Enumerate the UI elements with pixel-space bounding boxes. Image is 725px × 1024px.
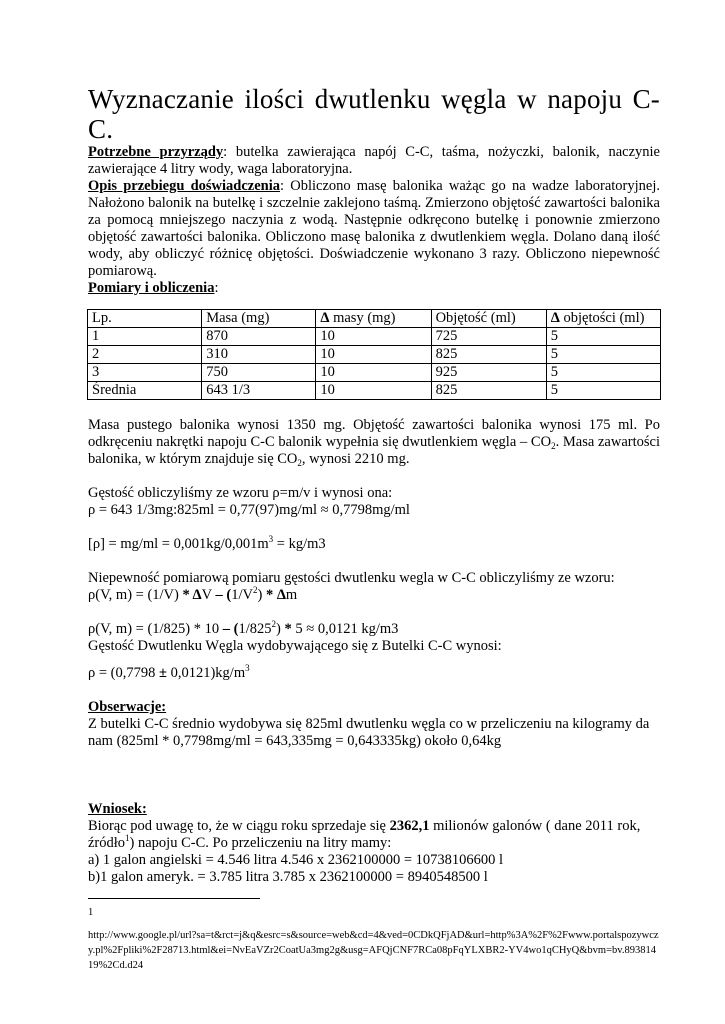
measurements-colon: : bbox=[214, 280, 219, 296]
conversion-line-b: b)1 galon ameryk. = 3.785 litra 3.785 x 2362100000 = 8940548500 l bbox=[88, 869, 488, 885]
observations-label: Obserwacje: bbox=[88, 699, 167, 715]
document-page bbox=[88, 84, 660, 973]
spacer bbox=[88, 682, 660, 699]
formula-operator: * bbox=[284, 621, 292, 637]
table-row bbox=[88, 328, 661, 346]
table-cell: 825 bbox=[431, 346, 546, 364]
table-cell: 750 bbox=[202, 364, 316, 382]
table-cell: 5 bbox=[546, 364, 660, 382]
conclusion-number: 2362,1 bbox=[389, 818, 430, 834]
delta-symbol: Δ bbox=[550, 310, 560, 326]
measurements-table bbox=[87, 309, 661, 400]
superscript: 3 bbox=[245, 663, 250, 673]
uncertainty-calculation bbox=[88, 621, 660, 638]
table-row bbox=[88, 364, 661, 382]
results-paragraph bbox=[88, 417, 660, 468]
table-cell: 825 bbox=[431, 382, 546, 400]
formula-operator: * Δ bbox=[182, 587, 202, 603]
table-cell: 1 bbox=[88, 328, 202, 346]
table-header-cell bbox=[546, 310, 660, 328]
procedure-paragraph bbox=[88, 178, 660, 280]
tools-text: : butelka zawierająca napój C-C, taśma, nożyczki, balonik, naczynie zawierające 4 litry wody, waga laboratoryjna. bbox=[88, 144, 660, 177]
superscript: 3 bbox=[268, 534, 274, 544]
table-cell: 10 bbox=[316, 364, 431, 382]
results-text: , wynosi 2210 mg. bbox=[301, 451, 410, 467]
formula-operator: – ( bbox=[222, 621, 239, 637]
result-text: 0,0121)kg/m bbox=[166, 665, 246, 681]
spacer bbox=[88, 767, 660, 784]
final-result bbox=[88, 665, 660, 682]
table-cell: 2 bbox=[88, 346, 202, 364]
spacer bbox=[88, 519, 660, 536]
unit-line bbox=[88, 536, 660, 553]
conversion-line-a: a) 1 galon angielski = 4.546 litra 4.546 x 2362100000 = 10738106600 l bbox=[88, 852, 504, 868]
spacer bbox=[88, 604, 660, 621]
spacer bbox=[88, 553, 660, 570]
table-cell: 10 bbox=[316, 346, 431, 364]
formula-text: 1/825 bbox=[238, 621, 272, 637]
subscript: 2 bbox=[297, 458, 302, 468]
conclusion-part: Biorąc pod uwagę to, że w ciągu roku sprzedaje się bbox=[88, 818, 390, 834]
spacer bbox=[88, 750, 660, 767]
table-header-row bbox=[88, 310, 661, 328]
table-cell: 5 bbox=[546, 382, 660, 400]
document-title: Wyznaczanie ilości dwutlenku węgla w napoju C-C. bbox=[88, 84, 660, 144]
formula-text: ) bbox=[276, 621, 285, 637]
table-header-cell: Masa (mg) bbox=[202, 310, 316, 328]
unit-text: [ρ] = mg/ml = 0,001kg/0,001m bbox=[88, 536, 269, 552]
formula-operator: * Δ bbox=[265, 587, 286, 603]
header-text: masy (mg) bbox=[329, 310, 396, 326]
measurements-label: Pomiary i obliczenia bbox=[88, 280, 215, 296]
unit-text: = kg/m3 bbox=[273, 536, 326, 552]
results-text: . Masa zawartości balonika, w którym znajduje się CO bbox=[88, 434, 660, 467]
table-cell: 10 bbox=[316, 328, 431, 346]
uncertainty-formula bbox=[88, 587, 660, 604]
formula-text: 1/V bbox=[231, 587, 253, 603]
table-cell: 310 bbox=[202, 346, 316, 364]
result-text: ρ = (0,7798 bbox=[88, 665, 159, 681]
plus-minus-symbol: ± bbox=[159, 665, 167, 681]
table-cell: 5 bbox=[546, 346, 660, 364]
observations-text: Z butelki C-C średnio wydobywa się 825ml dwutlenku węgla co w przeliczeniu na kilogramy da nam (825ml * 0,7798mg/ml = 643,335mg = 0,643335kg) około 0,64kg bbox=[88, 716, 650, 749]
tools-paragraph bbox=[88, 144, 660, 178]
footnote-reference[interactable]: 1 bbox=[125, 833, 130, 843]
table-cell: 925 bbox=[431, 364, 546, 382]
table-header-cell: Lp. bbox=[88, 310, 202, 328]
formula-operator: – ( bbox=[215, 587, 232, 603]
table-cell: 725 bbox=[431, 328, 546, 346]
header-text: objętości (ml) bbox=[559, 310, 645, 326]
spacer bbox=[88, 468, 660, 485]
conclusion-text bbox=[88, 818, 660, 852]
footnote-separator bbox=[88, 898, 260, 899]
spacer bbox=[88, 400, 660, 417]
formula-text: V bbox=[201, 587, 216, 603]
density-calculation: ρ = 643 1/3mg:825ml = 0,77(97)mg/ml ≈ 0,7798mg/ml bbox=[88, 502, 410, 518]
delta-symbol: Δ bbox=[320, 310, 330, 326]
density-intro: Gęstość obliczyliśmy ze wzoru ρ=m/v i wynosi ona: bbox=[88, 485, 393, 501]
superscript: 2 bbox=[252, 585, 258, 595]
formula-text: m bbox=[285, 587, 298, 603]
formula-text: ρ(V, m) = (1/V) bbox=[88, 587, 183, 603]
final-intro: Gęstość Dwutlenku Węgla wydobywającego się z Butelki C-C wynosi: bbox=[88, 638, 502, 654]
table-cell: 10 bbox=[316, 382, 431, 400]
table-cell: 643 1/3 bbox=[202, 382, 316, 400]
conclusion-part: ) napoju C-C. Po przeliczeniu na litry mamy: bbox=[129, 835, 392, 851]
table-cell: 5 bbox=[546, 328, 660, 346]
table-cell: Średnia bbox=[88, 382, 202, 400]
conclusion-label: Wniosek: bbox=[88, 801, 147, 817]
table-row bbox=[88, 346, 661, 364]
measurements-heading bbox=[88, 280, 660, 297]
spacer bbox=[88, 784, 660, 801]
superscript: 2 bbox=[271, 619, 277, 629]
formula-text: ρ(V, m) = (1/825) * 10 bbox=[88, 621, 223, 637]
formula-text: ) bbox=[257, 587, 266, 603]
footnote-number: 1 bbox=[88, 907, 94, 918]
table-row bbox=[88, 382, 661, 400]
spacer bbox=[88, 655, 660, 665]
procedure-text: : Obliczono masę balonika ważąc go na wadze laboratoryjnej. Nałożono balonik na butelkę i szczelnie zaklejono taśmą. Zmierzono objętość zawartości balonika za pomocą mniejszego naczynia z wodą. Następnie odkręcono butelkę i ponownie zmierzono objętość zawartości balonika. Obliczono masę balonika z dwutlenkiem węgla. Dolano daną ilość wody, aby obliczyć różnicę objętości. Doświadczenie wykonano 3 razy. Obliczono niepewność pomiarową. bbox=[88, 178, 660, 279]
uncertainty-intro: Niepewność pomiarową pomiaru gęstości dwutlenku wegla w C-C obliczyliśmy ze wzoru: bbox=[88, 570, 615, 586]
table-cell: 870 bbox=[202, 328, 316, 346]
conclusion-part: milionów galonów ( dane 2011 rok, źródło bbox=[88, 818, 641, 851]
table-header-cell bbox=[316, 310, 431, 328]
results-text: Masa pustego balonika wynosi 1350 mg. Objętość zawartości balonika wynosi 175 ml. Po odkręceniu nakrętki napoju C-C balonik wypełnia się dwutlenkiem węgla – CO bbox=[88, 417, 660, 450]
table-header-cell: Objętość (ml) bbox=[431, 310, 546, 328]
tools-label: Potrzebne przyrządy bbox=[88, 144, 224, 160]
formula-text: 5 ≈ 0,0121 kg/m3 bbox=[291, 621, 399, 637]
table-cell: 3 bbox=[88, 364, 202, 382]
procedure-label: Opis przebiegu doświadczenia bbox=[88, 178, 281, 194]
subscript: 2 bbox=[551, 441, 556, 451]
footnote-url[interactable]: http://www.google.pl/url?sa=t&rct=j&q&esrc=s&source=web&cd=4&ved=0CDkQFjAD&url=http%3A%2F%2Fwww.portalspozywczy.pl%2Fpliki%2F28713.html&ei=NvEaVZr2CoatUa3mg2g&usg=AFQjCNF7RCa08pFqYLXBR2-YV4wo1qCHyQ&bvm=bv.89381419%2Cd.d24 bbox=[88, 930, 659, 971]
